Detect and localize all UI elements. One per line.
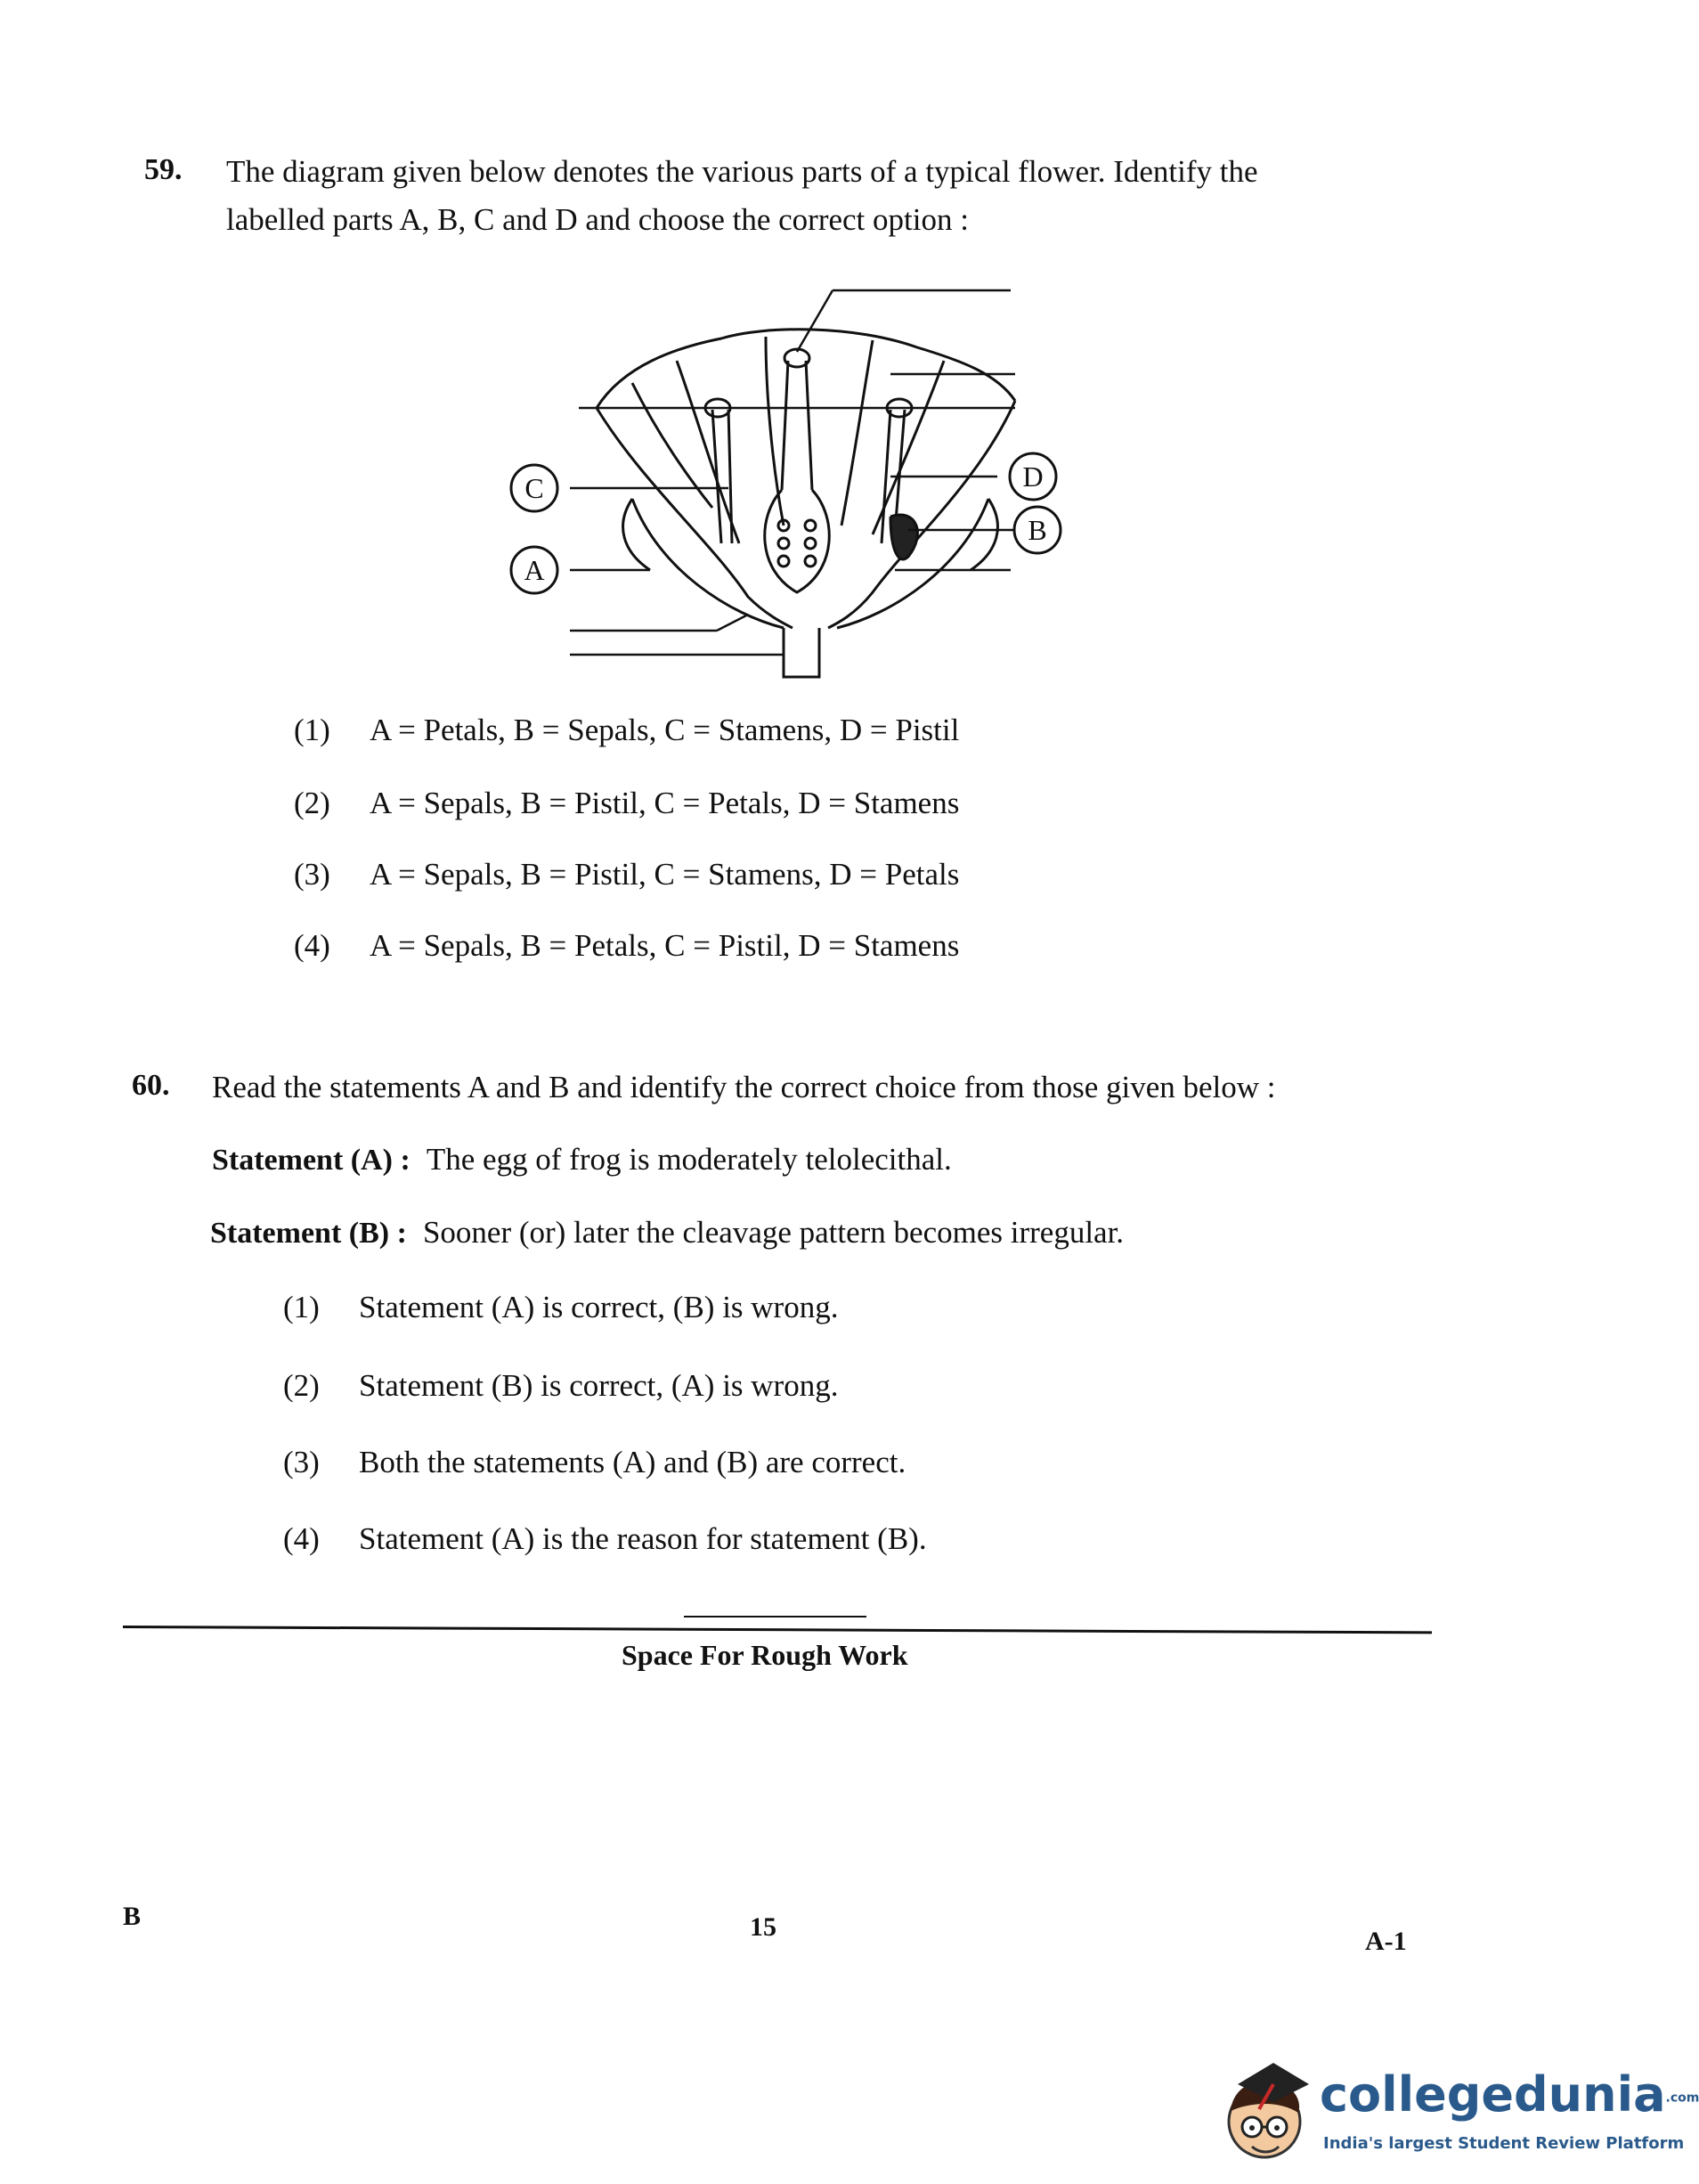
mascot-icon (1220, 2058, 1318, 2173)
flower-diagram (499, 276, 1104, 695)
option-text: Both the statements (A) and (B) are correct. (359, 1445, 906, 1479)
option-text: A = Sepals, B = Pistil, C = Stamens, D = Petals (370, 857, 960, 892)
diagram-label-d: D (1022, 460, 1044, 493)
option-text: Statement (B) is correct, (A) is wrong. (359, 1368, 839, 1403)
rough-work-short-rule (684, 1616, 866, 1618)
paper-code: A-1 (1365, 1927, 1407, 1956)
brand-name (1320, 2066, 1699, 2123)
rough-work-label: Space For Rough Work (622, 1639, 908, 1671)
statement-b-label: Statement (B) : (210, 1217, 407, 1250)
question-number-59: 59. (144, 153, 183, 186)
option-number: (4) (294, 928, 330, 963)
statement-b (210, 1215, 1124, 1251)
option-text: Statement (A) is the reason for statement (B). (359, 1521, 927, 1556)
question-59-line-2: labelled parts A, B, C and D and choose the correct option : (226, 202, 969, 237)
brand-text: collegedunia (1320, 2066, 1666, 2123)
collegedunia-watermark (1220, 2058, 1699, 2173)
option-number: (4) (283, 1521, 320, 1556)
diagram-label-a: A (524, 554, 545, 586)
page-number: 15 (750, 1912, 776, 1942)
statement-a-text: The egg of frog is moderately telolecithal. (426, 1142, 952, 1177)
brand-domain-suffix: .com (1665, 2090, 1699, 2106)
option-text: Statement (A) is correct, (B) is wrong. (359, 1290, 839, 1324)
option-number: (1) (294, 713, 330, 747)
option-number: (3) (294, 857, 330, 892)
statement-a (212, 1142, 952, 1178)
diagram-label-c: C (524, 472, 544, 504)
option-number: (2) (294, 786, 330, 820)
diagram-label-b: B (1028, 514, 1047, 546)
rough-work-divider (123, 1626, 1432, 1634)
series-code: B (123, 1902, 142, 1931)
question-text-59 (226, 148, 1437, 244)
question-text-60: Read the statements A and B and identify the correct choice from those given below : (212, 1070, 1276, 1104)
option-text: A = Sepals, B = Petals, C = Pistil, D = Stamens (370, 928, 960, 963)
option-text: A = Sepals, B = Pistil, C = Petals, D = Stamens (370, 786, 960, 820)
question-59-line-1: The diagram given below denotes the various parts of a typical flower. Identify the (226, 154, 1258, 189)
statement-b-text: Sooner (or) later the cleavage pattern becomes irregular. (422, 1215, 1125, 1250)
option-number: (3) (283, 1445, 320, 1479)
option-text: A = Petals, B = Sepals, C = Stamens, D = Pistil (370, 713, 960, 747)
option-number: (1) (283, 1290, 320, 1324)
option-number: (2) (283, 1368, 320, 1403)
question-number-60: 60. (132, 1069, 170, 1102)
brand-tagline: India's largest Student Review Platform (1323, 2134, 1685, 2153)
statement-a-label: Statement (A) : (212, 1144, 411, 1177)
